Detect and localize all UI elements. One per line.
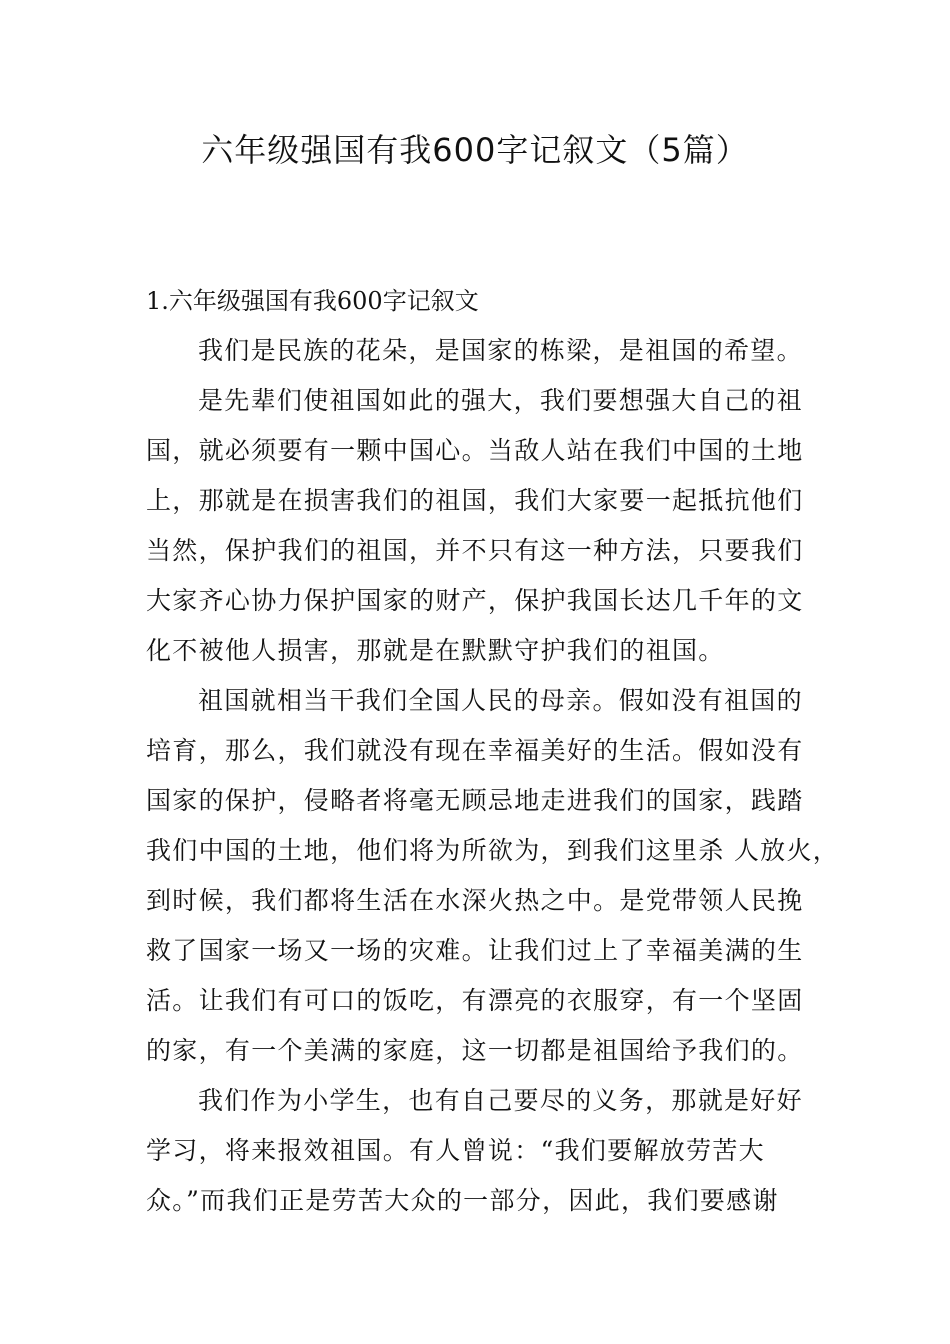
text-line: 我们中国的土地，他们将为所欲为，到我们这里杀 人放火， xyxy=(146,836,840,865)
text-line: 我们作为小学生，也有自己要尽的义务，那就是好好 xyxy=(198,1086,803,1115)
text-line: 是先辈们使祖国如此的强大，我们要想强大自己的祖 xyxy=(198,386,803,415)
text-line: 救了国家一场又一场的灾难。让我们过上了幸福美满的生 xyxy=(146,936,804,965)
text-line: 上，那就是在损害我们的祖国，我们大家要一起抵抗他们 xyxy=(146,486,804,515)
text-line: 国家的保护，侵略者将毫无顾忌地走进我们的国家，践踏 xyxy=(146,786,804,815)
text-line: 活。让我们有可口的饭吃，有漂亮的衣服穿，有一个坚固 xyxy=(146,986,804,1015)
paragraph xyxy=(146,676,840,1076)
paragraph xyxy=(146,1076,826,1226)
text-line: 培育，那么，我们就没有现在幸福美好的生活。假如没有 xyxy=(146,736,804,765)
text-line: 国，就必须要有一颗中国心。当敌人站在我们中国的土地 xyxy=(146,436,804,465)
text-line: 我们是民族的花朵，是国家的栋梁，是祖国的希望。 xyxy=(198,336,803,365)
text-line: 到时候，我们都将生活在水深火热之中。是党带领人民挽 xyxy=(146,886,804,915)
text-line: 学习，将来报效祖国。有人曾说：“我们要解放劳苦大 xyxy=(146,1136,765,1165)
document-title: 六年级强国有我600字记叙文（5篇） xyxy=(201,131,749,169)
document-body xyxy=(146,326,840,1226)
paragraph xyxy=(146,326,826,376)
text-line: 当然，保护我们的祖国，并不只有这一种方法，只要我们 xyxy=(146,536,804,565)
text-line: 大家齐心协力保护国家的财产，保护我国长达几千年的文 xyxy=(146,586,804,615)
text-line: 众。”而我们正是劳苦大众的一部分，因此，我们要感谢 xyxy=(146,1186,779,1215)
text-line: 的家，有一个美满的家庭，这一切都是祖国给予我们的。 xyxy=(146,1036,804,1065)
text-line: 祖国就相当干我们全国人民的母亲。假如没有祖国的 xyxy=(198,686,803,715)
text-line: 化不被他人损害，那就是在默默守护我们的祖国。 xyxy=(146,636,725,665)
paragraph xyxy=(146,376,826,676)
section-heading: 1.六年级强国有我600字记叙文 xyxy=(146,287,479,315)
